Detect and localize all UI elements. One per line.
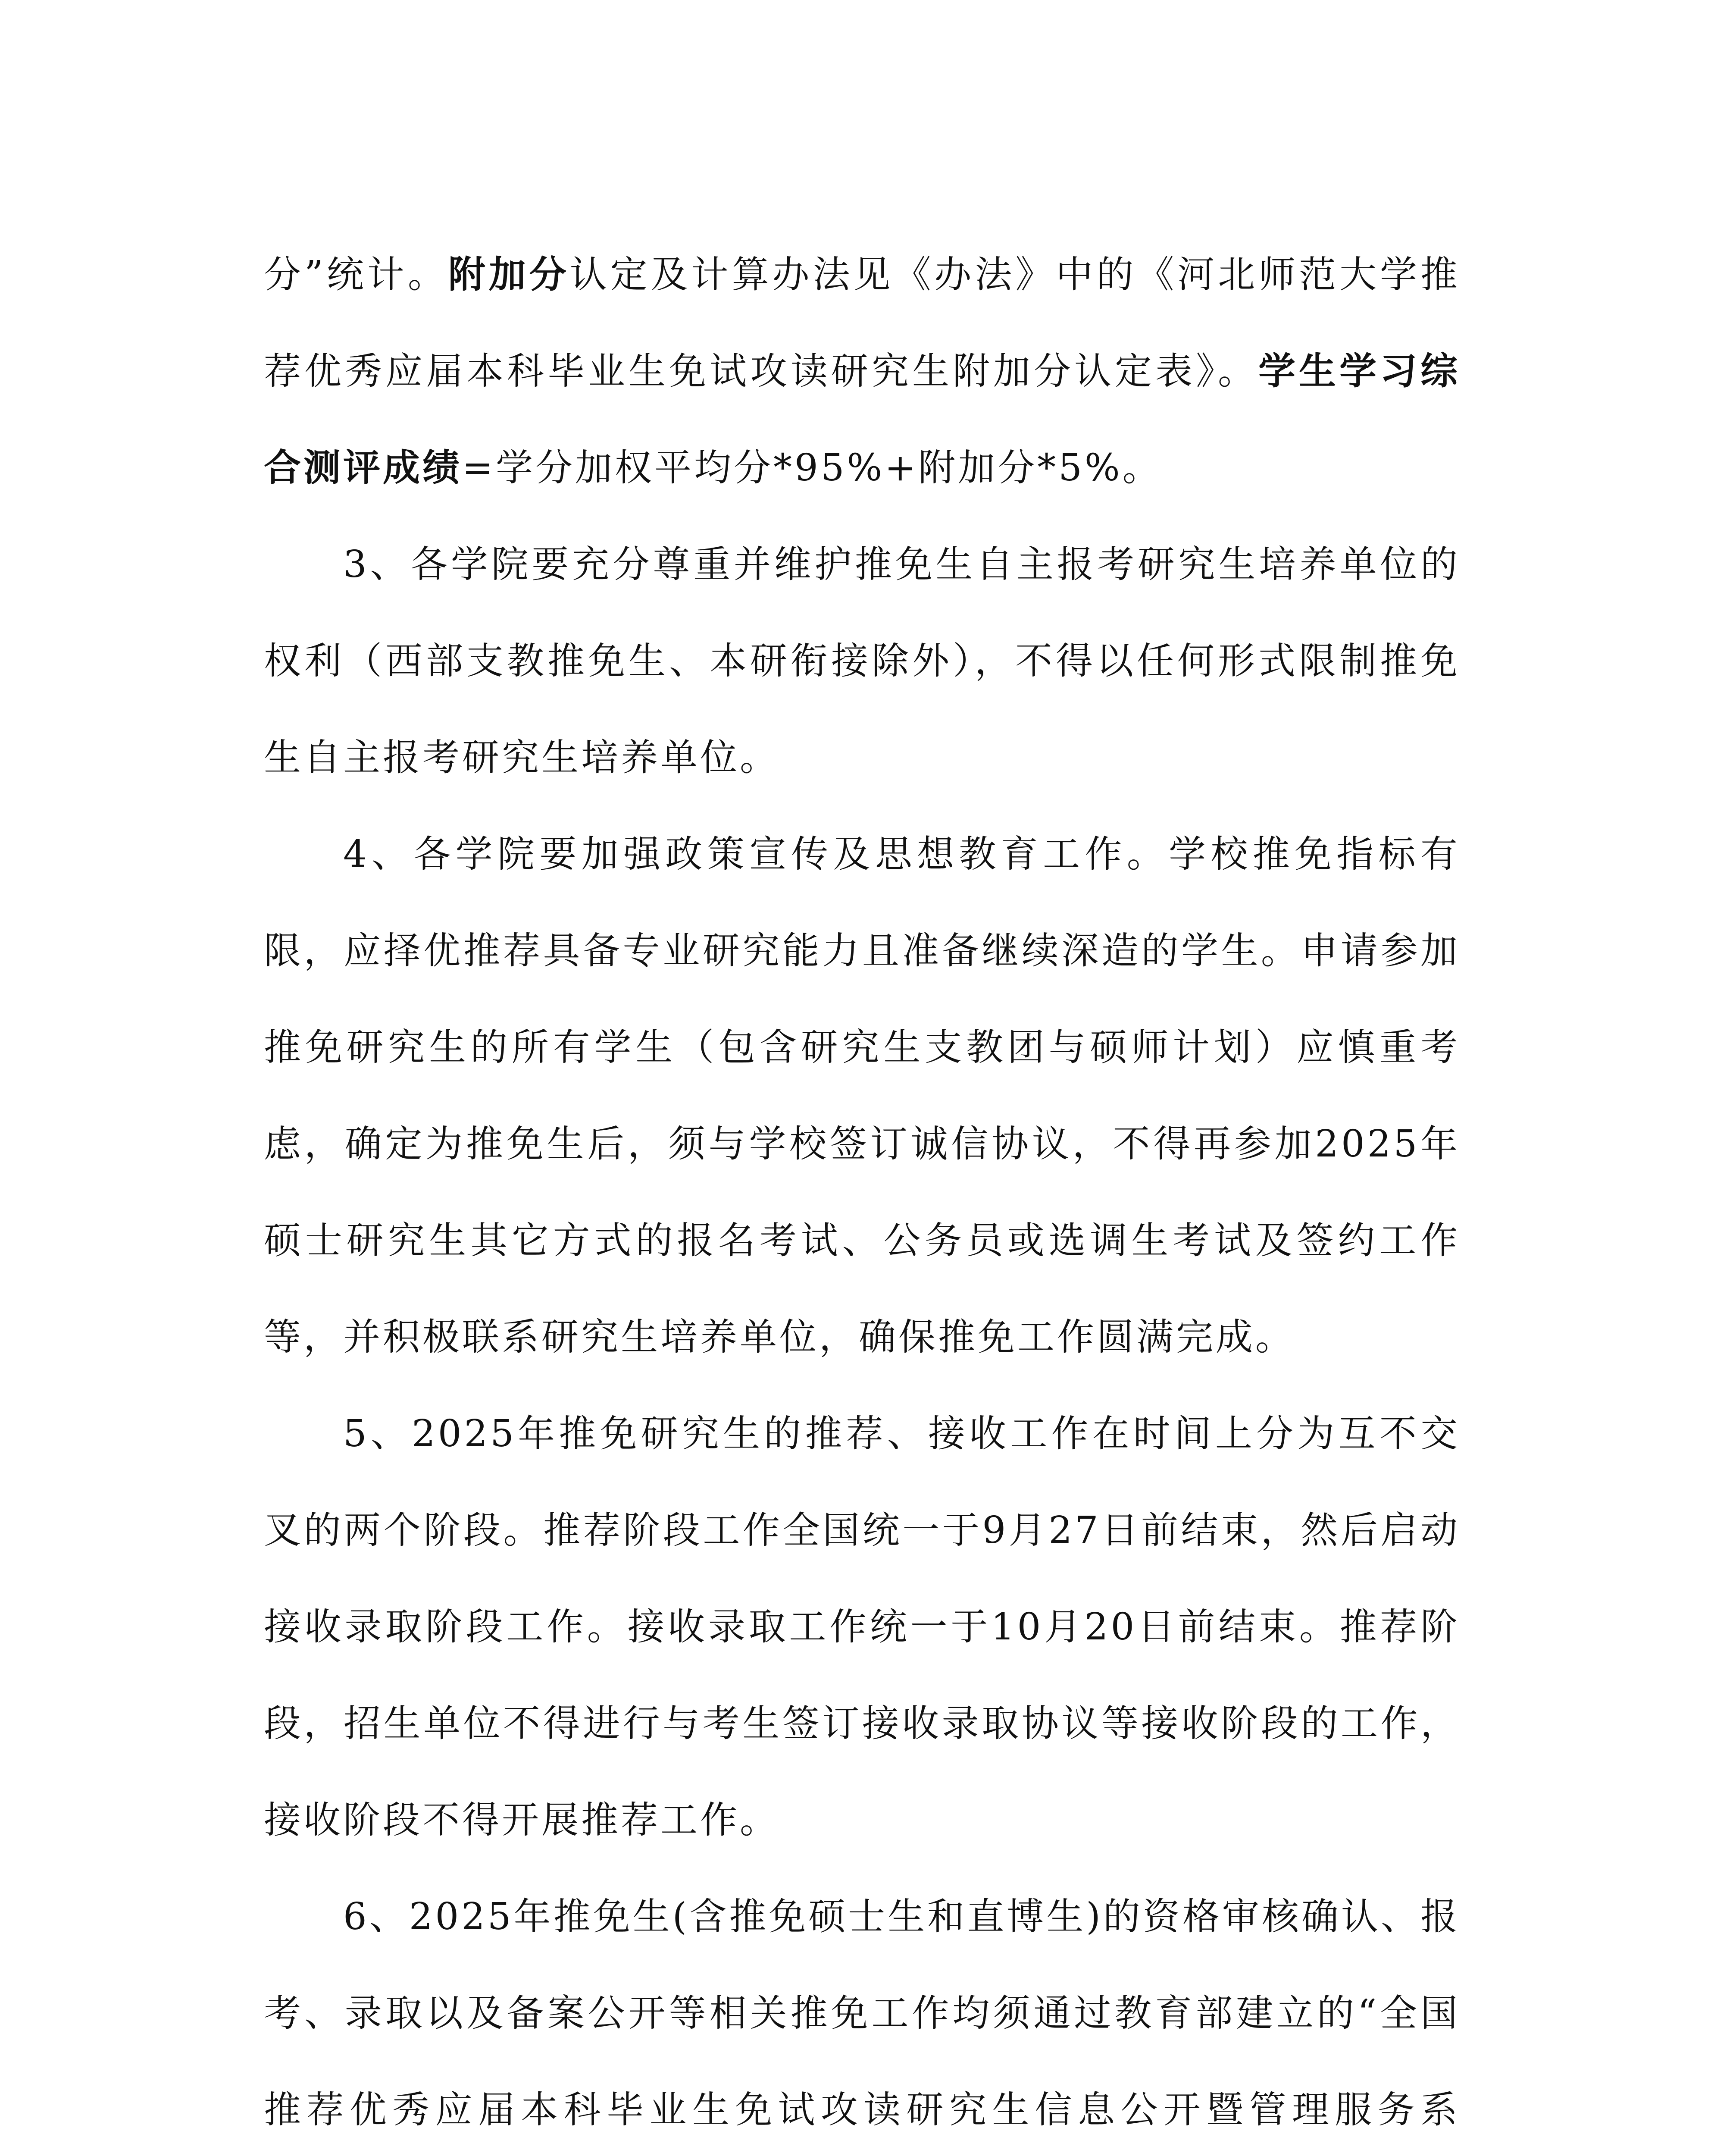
text-segment: =学分加权平均分*95%+附加分*5%。 <box>462 446 1162 489</box>
text-segment: 6、2025年推免生(含推免硕士生和直博生)的资格审核确认、报考、录取以及备案公开等相关推免工作均须通过教育部建立的“全国推荐优秀应届本科毕业生免试攻读研究生信息公开暨管理服务系 <box>264 1895 1460 2131</box>
text-segment: 分”统计。 <box>264 253 448 296</box>
paragraph-item-4 <box>264 806 1460 1385</box>
paragraph-item-5 <box>264 1385 1460 1868</box>
document-body <box>264 226 1460 2156</box>
text-segment: 认定及计算办法见《办法》中的《河北师范大学推荐优秀应届本科毕业生免试攻读研究生附加分认定表》。 <box>264 253 1461 393</box>
paragraph-weighted-score <box>264 226 1460 516</box>
text-segment: 4、各学院要加强政策宣传及思想教育工作。学校推免指标有限，应择优推荐具备专业研究能力且准备继续深造的学生。申请参加推免研究生的所有学生（包含研究生支教团与硕师计划）应慎重考虑，确定为推免生后，须与学校签订诚信协议，不得再参加2025年硕士研究生其它方式的报名考试、公务员或选调生考试及签约工作等，并积极联系研究生培养单位，确保推免工作圆满完成。 <box>264 833 1460 1359</box>
paragraph-item-6 <box>264 1868 1460 2156</box>
paragraph-item-3 <box>264 516 1460 806</box>
text-segment: 3、各学院要充分尊重并维护推免生自主报考研究生培养单位的权利（西部支教推免生、本研衔接除外），不得以任何形式限制推免生自主报考研究生培养单位。 <box>264 543 1460 779</box>
bold-term-composite-score: 学生学习综合测评成绩 <box>264 349 1460 489</box>
text-segment: 5、2025年推免研究生的推荐、接收工作在时间上分为互不交叉的两个阶段。推荐阶段工作全国统一于9月27日前结束，然后启动接收录取阶段工作。接收录取工作统一于10月20日前结束。推荐阶段，招生单位不得进行与考生签订接收录取协议等接收阶段的工作，接收阶段不得开展推荐工作。 <box>264 1412 1460 1842</box>
bold-term-bonus-points: 附加分 <box>448 253 570 296</box>
